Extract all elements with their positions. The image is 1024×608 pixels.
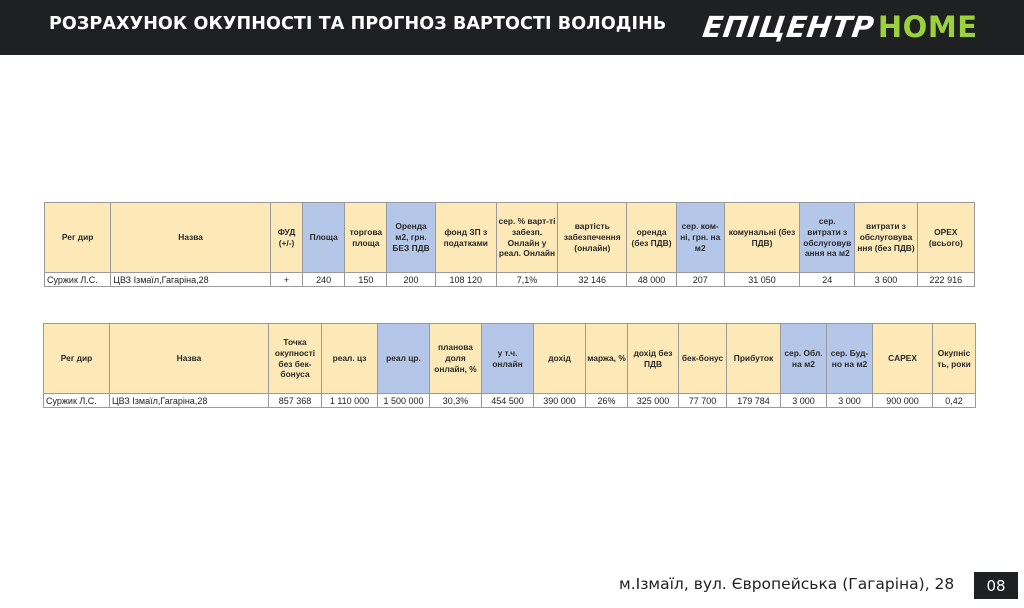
table-cell: 31 050 — [724, 273, 799, 287]
table-cell: Суржик Л.С. — [44, 394, 110, 408]
col-header: вартість забезпечення (онлайн) — [558, 203, 627, 273]
page-number-badge: 08 — [974, 572, 1018, 599]
col-header: маржа, % — [586, 324, 628, 394]
table-cell: Суржик Л.С. — [45, 273, 111, 287]
col-header: Назва — [110, 324, 269, 394]
table-cell: 3 000 — [827, 394, 873, 408]
col-header: Рег дир — [44, 324, 110, 394]
table-cell: ЦВЗ Ізмаїл,Гагаріна,28 — [110, 394, 269, 408]
table-cell: 0,42 — [933, 394, 976, 408]
table-cell: 77 700 — [679, 394, 727, 408]
table-cell: 48 000 — [627, 273, 676, 287]
opex-table — [44, 202, 975, 287]
col-header: сер. Буд-но на м2 — [827, 324, 873, 394]
table-cell: 325 000 — [628, 394, 679, 408]
table-cell: 454 500 — [482, 394, 534, 408]
col-header: Площа — [303, 203, 345, 273]
col-header: комунальні (без ПДВ) — [724, 203, 799, 273]
col-header: реал. цз — [322, 324, 378, 394]
col-header: витрати з обслуговува ння (без ПДВ) — [855, 203, 917, 273]
col-header: оренда (без ПДВ) — [627, 203, 676, 273]
table-row — [45, 273, 975, 287]
col-header: сер. Обл. на м2 — [781, 324, 827, 394]
col-header: у т.ч. онлайн — [482, 324, 534, 394]
table-row — [44, 394, 976, 408]
col-header: Оренда м2, грн. БЕЗ ПДВ — [387, 203, 435, 273]
table-cell: 900 000 — [873, 394, 933, 408]
table-cell: 30,3% — [430, 394, 482, 408]
col-header: Окупніс ть, роки — [933, 324, 976, 394]
col-header: планова доля онлайн, % — [430, 324, 482, 394]
col-header: дохід — [534, 324, 586, 394]
col-header: реал цр. — [378, 324, 430, 394]
table-cell: + — [270, 273, 302, 287]
footer-address: м.Ізмаїл, вул. Європейська (Гагаріна), 28 — [619, 575, 955, 593]
col-header: OPEX (всього) — [917, 203, 974, 273]
payback-table — [43, 323, 976, 408]
table-cell: 108 120 — [435, 273, 496, 287]
table-cell: 1 500 000 — [378, 394, 430, 408]
table-cell: 7,1% — [496, 273, 557, 287]
col-header: Точка окупності без бек-бонуса — [269, 324, 322, 394]
col-header: дохід без ПДВ — [628, 324, 679, 394]
table-cell: 3 600 — [855, 273, 917, 287]
table-cell: 26% — [586, 394, 628, 408]
col-header: бек-бонус — [679, 324, 727, 394]
table-cell: 240 — [303, 273, 345, 287]
table-cell: 179 784 — [727, 394, 781, 408]
col-header: Назва — [111, 203, 271, 273]
table-cell: 150 — [345, 273, 387, 287]
col-header: Прибуток — [727, 324, 781, 394]
table-cell: 24 — [800, 273, 855, 287]
col-header: торгова площа — [345, 203, 387, 273]
logo-text-home: HOME — [877, 10, 978, 44]
table-cell: 3 000 — [781, 394, 827, 408]
col-header: Рег дир — [45, 203, 111, 273]
table-cell: 390 000 — [534, 394, 586, 408]
col-header: сер. % варт-ті забезп. Онлайн у реал. Онлайн — [496, 203, 557, 273]
logo-text-epicentr: ЕПІЦЕНТР — [700, 10, 877, 44]
header-bar — [0, 0, 1024, 55]
brand-logo — [700, 10, 978, 44]
table-header-row — [45, 203, 975, 273]
table-cell: 857 368 — [269, 394, 322, 408]
table-cell: ЦВЗ Ізмаїл,Гагаріна,28 — [111, 273, 271, 287]
table-cell: 222 916 — [917, 273, 974, 287]
col-header: сер. витрати з обслуговув ання на м2 — [800, 203, 855, 273]
table-cell: 32 146 — [558, 273, 627, 287]
table-cell: 200 — [387, 273, 435, 287]
page-title: РОЗРАХУНОК ОКУПНОСТІ ТА ПРОГНОЗ ВАРТОСТІ ВОЛОДІНЬ — [49, 14, 667, 34]
col-header: фонд ЗП з податками — [435, 203, 496, 273]
col-header: ФУД (+/-) — [270, 203, 302, 273]
col-header: сер. ком-ні, грн. на м2 — [676, 203, 724, 273]
table-header-row — [44, 324, 976, 394]
table-cell: 207 — [676, 273, 724, 287]
col-header: CAPEX — [873, 324, 933, 394]
table-cell: 1 110 000 — [322, 394, 378, 408]
